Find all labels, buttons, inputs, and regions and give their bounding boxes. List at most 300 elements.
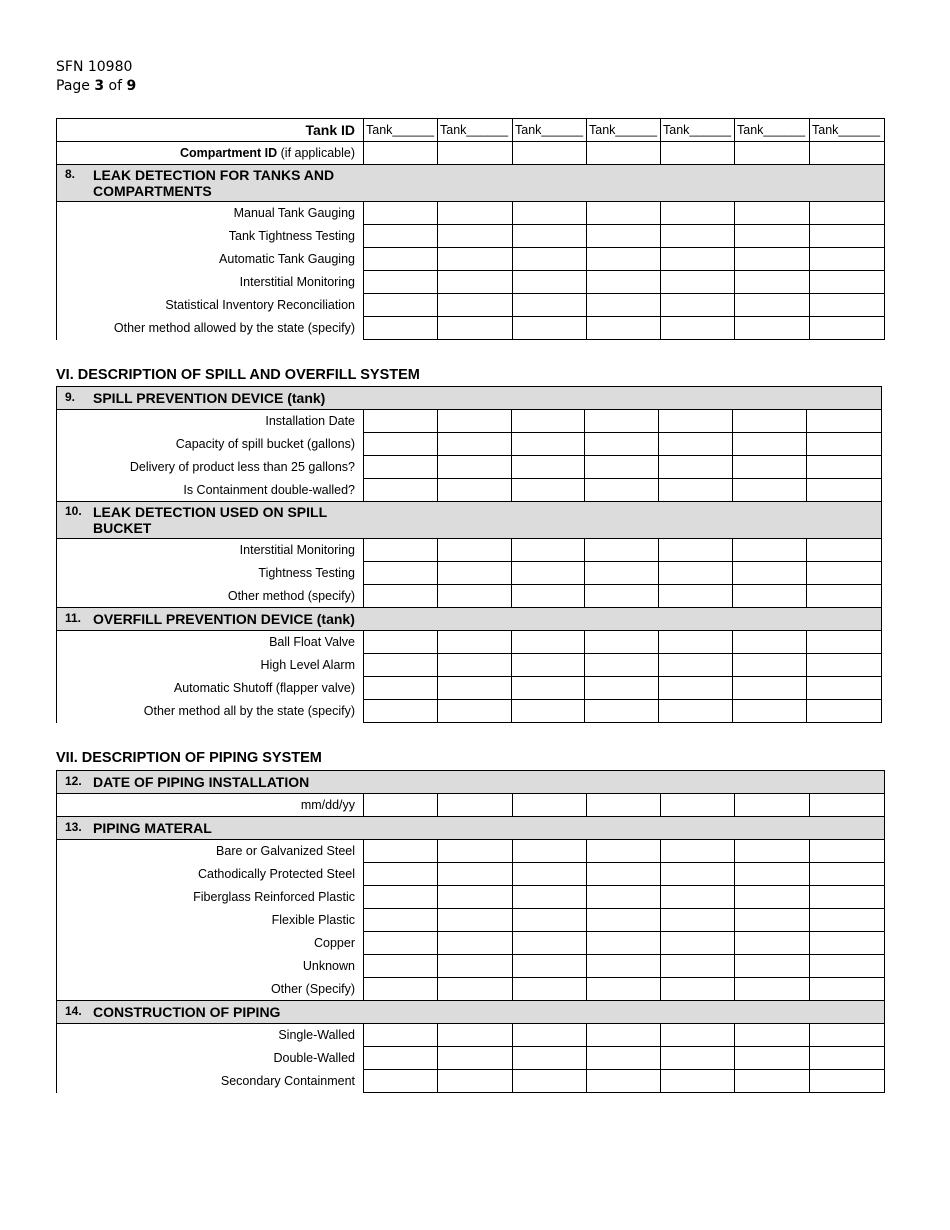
- tank-entry-cell[interactable]: [659, 539, 733, 562]
- form-row: [57, 317, 885, 340]
- tank-entry-cell[interactable]: [438, 794, 513, 817]
- tank-entry-cell[interactable]: [585, 562, 659, 585]
- tank-entry-cell[interactable]: [807, 410, 882, 433]
- tank-entry-cell[interactable]: [585, 433, 659, 456]
- form-row: [57, 294, 885, 317]
- form-row: [57, 479, 882, 502]
- tank-entry-cell[interactable]: [438, 1047, 513, 1070]
- tank-entry-cell[interactable]: [810, 1047, 885, 1070]
- tank-entry-cell[interactable]: [364, 909, 438, 932]
- tank-entry-cell[interactable]: [733, 677, 807, 700]
- tank-entry-cell[interactable]: [364, 863, 438, 886]
- tank-entry-cell[interactable]: [438, 562, 512, 585]
- tank-entry-cell[interactable]: [735, 248, 810, 271]
- tank-entry-cell[interactable]: [661, 978, 735, 1001]
- section-number: 10.: [65, 504, 82, 518]
- tank-entry-cell[interactable]: [661, 317, 735, 340]
- tank-entry-cell[interactable]: [438, 271, 513, 294]
- row-label: Cathodically Protected Steel: [57, 863, 364, 886]
- tank-id-row: [57, 119, 885, 142]
- tank-entry-cell[interactable]: [735, 225, 810, 248]
- tank-entry-cell[interactable]: [513, 248, 587, 271]
- tank-entry-cell[interactable]: [587, 317, 661, 340]
- section-13-header: [57, 817, 885, 840]
- tank-entry-cell[interactable]: [512, 539, 585, 562]
- tank-entry-cell[interactable]: [659, 433, 733, 456]
- section-title-line: LEAK DETECTION USED ON SPILL: [93, 504, 328, 520]
- tank-entry-cell[interactable]: [733, 654, 807, 677]
- tank-entry-cell[interactable]: [810, 225, 885, 248]
- tank-entry-cell[interactable]: [733, 433, 807, 456]
- tank-entry-cell[interactable]: [513, 225, 587, 248]
- tank-entry-cell[interactable]: [661, 1024, 735, 1047]
- tank-entry-cell[interactable]: [364, 410, 438, 433]
- row-label: Secondary Containment: [57, 1070, 364, 1093]
- tank-entry-cell[interactable]: [735, 1024, 810, 1047]
- tank-entry-cell[interactable]: [364, 225, 438, 248]
- tank-entry-cell[interactable]: [364, 433, 438, 456]
- tank-entry-cell[interactable]: [438, 248, 513, 271]
- row-label: Unknown: [57, 955, 364, 978]
- tank-entry-cell[interactable]: [735, 863, 810, 886]
- tank-entry-cell[interactable]: [733, 479, 807, 502]
- tank-entry-cell[interactable]: [661, 863, 735, 886]
- tank-entry-cell[interactable]: [364, 585, 438, 608]
- section-8-header: [57, 165, 885, 202]
- tank-entry-cell[interactable]: [364, 840, 438, 863]
- row-label: Fiberglass Reinforced Plastic: [57, 886, 364, 909]
- tank-entry-cell[interactable]: [735, 1047, 810, 1070]
- tank-entry-cell[interactable]: [807, 677, 882, 700]
- tank-entry-cell[interactable]: [659, 585, 733, 608]
- tank-entry-cell[interactable]: [438, 539, 512, 562]
- row-label: Interstitial Monitoring: [57, 271, 364, 294]
- tank-entry-cell[interactable]: [513, 202, 587, 225]
- tank-entry-cell[interactable]: [661, 248, 735, 271]
- tank-entry-cell[interactable]: [585, 539, 659, 562]
- tank-entry-cell[interactable]: [810, 271, 885, 294]
- tank-entry-cell[interactable]: [810, 955, 885, 978]
- row-label: Tightness Testing: [57, 562, 364, 585]
- tank-entry-cell[interactable]: [513, 1047, 587, 1070]
- tank-entry-cell[interactable]: [810, 317, 885, 340]
- tank-entry-cell[interactable]: [513, 794, 587, 817]
- tank-entry-cell[interactable]: [661, 794, 735, 817]
- tank-entry-cell[interactable]: [807, 456, 882, 479]
- tank-entry-cell[interactable]: [438, 700, 512, 723]
- tank-entry-cell[interactable]: [661, 202, 735, 225]
- tank-entry-cell[interactable]: [810, 886, 885, 909]
- tank-entry-cell[interactable]: [438, 294, 513, 317]
- tank-entry-cell[interactable]: [807, 631, 882, 654]
- section-title-line: BUCKET: [93, 520, 152, 536]
- section-10-rows: [57, 539, 882, 608]
- section-9-rows: [57, 410, 882, 502]
- tank-entry-cell[interactable]: [807, 433, 882, 456]
- section-11-header: [57, 608, 882, 631]
- tank-entry-cell[interactable]: [364, 317, 438, 340]
- section-title-line: COMPARTMENTS: [93, 183, 212, 199]
- section-10-header: [57, 502, 882, 539]
- tank-entry-cell[interactable]: [438, 886, 513, 909]
- tank-entry-cell[interactable]: [438, 456, 512, 479]
- tank-entry-cell[interactable]: [587, 248, 661, 271]
- tank-entry-cell[interactable]: [587, 932, 661, 955]
- tank-entry-cell[interactable]: [438, 1024, 513, 1047]
- tank-entry-cell[interactable]: [364, 562, 438, 585]
- row-label: Is Containment double-walled?: [57, 479, 364, 502]
- tank-entry-cell[interactable]: [512, 585, 585, 608]
- tank-entry-cell[interactable]: [364, 202, 438, 225]
- tank-entry-cell[interactable]: [438, 202, 513, 225]
- form-row: [57, 225, 885, 248]
- form-number: SFN 10980: [56, 59, 133, 75]
- tank-entry-cell[interactable]: [513, 840, 587, 863]
- tank-entry-cell[interactable]: [807, 700, 882, 723]
- tank-entry-cell[interactable]: [438, 433, 512, 456]
- tank-entry-cell[interactable]: [659, 410, 733, 433]
- tank-entry-cell[interactable]: [659, 677, 733, 700]
- tank-entry-cell[interactable]: [661, 225, 735, 248]
- tank-entry-cell[interactable]: [587, 202, 661, 225]
- tank-id-field[interactable]: Tank______: [587, 119, 661, 142]
- tank-entry-cell[interactable]: [807, 585, 882, 608]
- compartment-id-cell[interactable]: [587, 142, 661, 165]
- tank-entry-cell[interactable]: [438, 863, 513, 886]
- tank-entry-cell[interactable]: [661, 1070, 735, 1093]
- tank-entry-cell[interactable]: [735, 1070, 810, 1093]
- tank-entry-cell[interactable]: [807, 562, 882, 585]
- tank-entry-cell[interactable]: [364, 294, 438, 317]
- section-number: 8.: [65, 167, 76, 181]
- section-vi-heading: VI. DESCRIPTION OF SPILL AND OVERFILL SYSTEM: [56, 367, 420, 383]
- tank-id-field[interactable]: Tank______: [513, 119, 587, 142]
- tank-entry-cell[interactable]: [661, 294, 735, 317]
- form-row: [57, 794, 885, 817]
- tank-id-field[interactable]: Tank______: [735, 119, 810, 142]
- tank-entry-cell[interactable]: [438, 840, 513, 863]
- tank-entry-cell[interactable]: [364, 886, 438, 909]
- tank-id-label: Tank ID: [57, 119, 364, 142]
- form-row: [57, 631, 882, 654]
- tank-entry-cell[interactable]: [364, 479, 438, 502]
- tank-entry-cell[interactable]: [735, 978, 810, 1001]
- tank-entry-cell[interactable]: [659, 700, 733, 723]
- row-label: Bare or Galvanized Steel: [57, 840, 364, 863]
- tank-entry-cell[interactable]: [661, 840, 735, 863]
- form-header: [56, 58, 136, 96]
- tank-entry-cell[interactable]: [587, 1070, 661, 1093]
- tank-entry-cell[interactable]: [585, 700, 659, 723]
- tank-id-field[interactable]: Tank______: [661, 119, 735, 142]
- tank-entry-cell[interactable]: [364, 677, 438, 700]
- leak-detection-table: [56, 118, 885, 340]
- section-title: DATE OF PIPING INSTALLATION: [93, 774, 310, 790]
- form-row: [57, 955, 885, 978]
- row-label: mm/dd/yy: [57, 794, 364, 817]
- row-label: Ball Float Valve: [57, 631, 364, 654]
- page-indicator: [56, 77, 136, 96]
- form-row: [57, 271, 885, 294]
- tank-entry-cell[interactable]: [810, 909, 885, 932]
- page-current: 3: [94, 78, 105, 94]
- tank-entry-cell[interactable]: [364, 932, 438, 955]
- tank-entry-cell[interactable]: [512, 479, 585, 502]
- tank-entry-cell[interactable]: [810, 202, 885, 225]
- tank-entry-cell[interactable]: [513, 1024, 587, 1047]
- section-12-header: [57, 771, 885, 794]
- tank-entry-cell[interactable]: [733, 539, 807, 562]
- tank-entry-cell[interactable]: [513, 932, 587, 955]
- tank-entry-cell[interactable]: [512, 562, 585, 585]
- tank-entry-cell[interactable]: [661, 271, 735, 294]
- section-title: CONSTRUCTION OF PIPING: [93, 1004, 281, 1020]
- row-label: Double-Walled: [57, 1047, 364, 1070]
- tank-entry-cell[interactable]: [438, 677, 512, 700]
- tank-entry-cell[interactable]: [587, 794, 661, 817]
- tank-entry-cell[interactable]: [587, 271, 661, 294]
- tank-entry-cell[interactable]: [807, 479, 882, 502]
- tank-entry-cell[interactable]: [661, 886, 735, 909]
- tank-entry-cell[interactable]: [810, 294, 885, 317]
- tank-entry-cell[interactable]: [585, 456, 659, 479]
- form-row: [57, 840, 885, 863]
- tank-entry-cell[interactable]: [810, 1070, 885, 1093]
- tank-entry-cell[interactable]: [513, 1070, 587, 1093]
- section-title: [93, 504, 327, 536]
- tank-entry-cell[interactable]: [810, 794, 885, 817]
- tank-entry-cell[interactable]: [585, 631, 659, 654]
- tank-entry-cell[interactable]: [587, 863, 661, 886]
- tank-entry-cell[interactable]: [364, 1047, 438, 1070]
- tank-entry-cell[interactable]: [587, 840, 661, 863]
- form-row: [57, 677, 882, 700]
- tank-entry-cell[interactable]: [735, 909, 810, 932]
- section-number: 12.: [65, 774, 82, 788]
- tank-entry-cell[interactable]: [364, 978, 438, 1001]
- tank-entry-cell[interactable]: [513, 863, 587, 886]
- tank-entry-cell[interactable]: [661, 932, 735, 955]
- tank-entry-cell[interactable]: [438, 225, 513, 248]
- tank-entry-cell[interactable]: [807, 654, 882, 677]
- tank-entry-cell[interactable]: [735, 955, 810, 978]
- section-number: 11.: [65, 611, 82, 625]
- tank-entry-cell[interactable]: [438, 955, 513, 978]
- compartment-id-cell[interactable]: [364, 142, 438, 165]
- row-label: High Level Alarm: [57, 654, 364, 677]
- form-row: [57, 932, 885, 955]
- tank-entry-cell[interactable]: [512, 456, 585, 479]
- tank-entry-cell[interactable]: [438, 631, 512, 654]
- compartment-id-cell[interactable]: [810, 142, 885, 165]
- tank-entry-cell[interactable]: [585, 677, 659, 700]
- tank-entry-cell[interactable]: [364, 539, 438, 562]
- tank-entry-cell[interactable]: [587, 909, 661, 932]
- tank-entry-cell[interactable]: [807, 539, 882, 562]
- row-label: Manual Tank Gauging: [57, 202, 364, 225]
- tank-entry-cell[interactable]: [659, 562, 733, 585]
- section-14-rows: [57, 1024, 885, 1093]
- page-of: of: [104, 78, 127, 94]
- section-number: 9.: [65, 390, 76, 404]
- tank-entry-cell[interactable]: [364, 700, 438, 723]
- tank-entry-cell[interactable]: [661, 909, 735, 932]
- tank-entry-cell[interactable]: [438, 909, 513, 932]
- section-12-rows: [57, 794, 885, 817]
- tank-entry-cell[interactable]: [513, 909, 587, 932]
- tank-entry-cell[interactable]: [735, 794, 810, 817]
- tank-entry-cell[interactable]: [733, 631, 807, 654]
- tank-entry-cell[interactable]: [438, 479, 512, 502]
- row-label: Other method all by the state (specify): [57, 700, 364, 723]
- tank-entry-cell[interactable]: [512, 654, 585, 677]
- compartment-id-cell[interactable]: [661, 142, 735, 165]
- tank-entry-cell[interactable]: [735, 886, 810, 909]
- tank-entry-cell[interactable]: [585, 654, 659, 677]
- tank-entry-cell[interactable]: [735, 840, 810, 863]
- tank-entry-cell[interactable]: [659, 456, 733, 479]
- tank-entry-cell[interactable]: [735, 271, 810, 294]
- tank-entry-cell[interactable]: [513, 294, 587, 317]
- tank-entry-cell[interactable]: [438, 317, 513, 340]
- tank-entry-cell[interactable]: [364, 794, 438, 817]
- form-row: [57, 886, 885, 909]
- tank-entry-cell[interactable]: [587, 1047, 661, 1070]
- tank-entry-cell[interactable]: [585, 585, 659, 608]
- tank-id-field[interactable]: Tank______: [364, 119, 438, 142]
- tank-entry-cell[interactable]: [587, 1024, 661, 1047]
- tank-entry-cell[interactable]: [735, 317, 810, 340]
- section-title: OVERFILL PREVENTION DEVICE (tank): [93, 611, 355, 627]
- tank-entry-cell[interactable]: [810, 1024, 885, 1047]
- tank-entry-cell[interactable]: [512, 433, 585, 456]
- tank-id-field[interactable]: Tank______: [438, 119, 513, 142]
- form-row: [57, 410, 882, 433]
- tank-entry-cell[interactable]: [513, 886, 587, 909]
- tank-entry-cell[interactable]: [735, 202, 810, 225]
- row-label: Automatic Tank Gauging: [57, 248, 364, 271]
- row-label: Delivery of product less than 25 gallons?: [57, 456, 364, 479]
- tank-entry-cell[interactable]: [810, 248, 885, 271]
- row-label: Capacity of spill bucket (gallons): [57, 433, 364, 456]
- tank-entry-cell[interactable]: [587, 294, 661, 317]
- form-row: [57, 585, 882, 608]
- section-13-rows: [57, 840, 885, 1001]
- form-row: [57, 456, 882, 479]
- tank-entry-cell[interactable]: [733, 700, 807, 723]
- row-label: Single-Walled: [57, 1024, 364, 1047]
- row-label: Automatic Shutoff (flapper valve): [57, 677, 364, 700]
- section-number: 13.: [65, 820, 82, 834]
- tank-entry-cell[interactable]: [587, 886, 661, 909]
- section-14-header: [57, 1001, 885, 1024]
- tank-entry-cell[interactable]: [587, 955, 661, 978]
- tank-entry-cell[interactable]: [513, 955, 587, 978]
- form-row: [57, 1070, 885, 1093]
- tank-entry-cell[interactable]: [438, 585, 512, 608]
- tank-entry-cell[interactable]: [512, 631, 585, 654]
- tank-entry-cell[interactable]: [585, 410, 659, 433]
- tank-entry-cell[interactable]: [659, 654, 733, 677]
- row-label: Installation Date: [57, 410, 364, 433]
- tank-entry-cell[interactable]: [659, 631, 733, 654]
- tank-entry-cell[interactable]: [733, 562, 807, 585]
- tank-entry-cell[interactable]: [438, 978, 513, 1001]
- tank-entry-cell[interactable]: [512, 700, 585, 723]
- tank-entry-cell[interactable]: [513, 317, 587, 340]
- tank-entry-cell[interactable]: [438, 410, 512, 433]
- row-label: Other method allowed by the state (specify): [57, 317, 364, 340]
- row-label: Statistical Inventory Reconciliation: [57, 294, 364, 317]
- tank-entry-cell[interactable]: [364, 1024, 438, 1047]
- page-total: 9: [126, 78, 137, 94]
- section-title: [93, 167, 334, 199]
- form-row: [57, 978, 885, 1001]
- tank-entry-cell[interactable]: [364, 1070, 438, 1093]
- section-9-header: [57, 387, 882, 410]
- tank-entry-cell[interactable]: [364, 631, 438, 654]
- tank-entry-cell[interactable]: [513, 978, 587, 1001]
- compartment-id-row: [57, 142, 885, 165]
- compartment-id-cell[interactable]: [438, 142, 513, 165]
- tank-entry-cell[interactable]: [810, 932, 885, 955]
- tank-entry-cell[interactable]: [587, 225, 661, 248]
- compartment-id-label: [57, 142, 364, 165]
- spill-overfill-table: [56, 386, 882, 723]
- tank-entry-cell[interactable]: [733, 585, 807, 608]
- section-title: PIPING MATERAL: [93, 820, 212, 836]
- tank-entry-cell[interactable]: [438, 1070, 513, 1093]
- tank-entry-cell[interactable]: [513, 271, 587, 294]
- tank-entry-cell[interactable]: [659, 479, 733, 502]
- row-label: Tank Tightness Testing: [57, 225, 364, 248]
- tank-entry-cell[interactable]: [438, 932, 513, 955]
- row-label: Other (Specify): [57, 978, 364, 1001]
- tank-id-field[interactable]: Tank______: [810, 119, 885, 142]
- compartment-id-cell[interactable]: [735, 142, 810, 165]
- form-row: [57, 1024, 885, 1047]
- tank-entry-cell[interactable]: [661, 1047, 735, 1070]
- tank-entry-cell[interactable]: [512, 677, 585, 700]
- section-vii-heading: VII. DESCRIPTION OF PIPING SYSTEM: [56, 750, 322, 766]
- form-row: [57, 654, 882, 677]
- form-row: [57, 1047, 885, 1070]
- form-row: [57, 202, 885, 225]
- tank-entry-cell[interactable]: [364, 271, 438, 294]
- compartment-id-suffix: (if applicable): [277, 146, 355, 160]
- section-8-rows: [57, 202, 885, 340]
- tank-entry-cell[interactable]: [364, 654, 438, 677]
- tank-entry-cell[interactable]: [587, 978, 661, 1001]
- tank-entry-cell[interactable]: [735, 294, 810, 317]
- tank-entry-cell[interactable]: [735, 932, 810, 955]
- tank-entry-cell[interactable]: [364, 955, 438, 978]
- tank-entry-cell[interactable]: [733, 456, 807, 479]
- tank-entry-cell[interactable]: [438, 654, 512, 677]
- compartment-id-cell[interactable]: [513, 142, 587, 165]
- compartment-id-bold: Compartment ID: [179, 146, 278, 160]
- tank-entry-cell[interactable]: [810, 840, 885, 863]
- section-number: 14.: [65, 1004, 82, 1018]
- tank-entry-cell[interactable]: [661, 955, 735, 978]
- tank-entry-cell[interactable]: [733, 410, 807, 433]
- tank-entry-cell[interactable]: [364, 456, 438, 479]
- tank-entry-cell[interactable]: [810, 978, 885, 1001]
- tank-entry-cell[interactable]: [585, 479, 659, 502]
- tank-entry-cell[interactable]: [512, 410, 585, 433]
- tank-entry-cell[interactable]: [364, 248, 438, 271]
- tank-entry-cell[interactable]: [810, 863, 885, 886]
